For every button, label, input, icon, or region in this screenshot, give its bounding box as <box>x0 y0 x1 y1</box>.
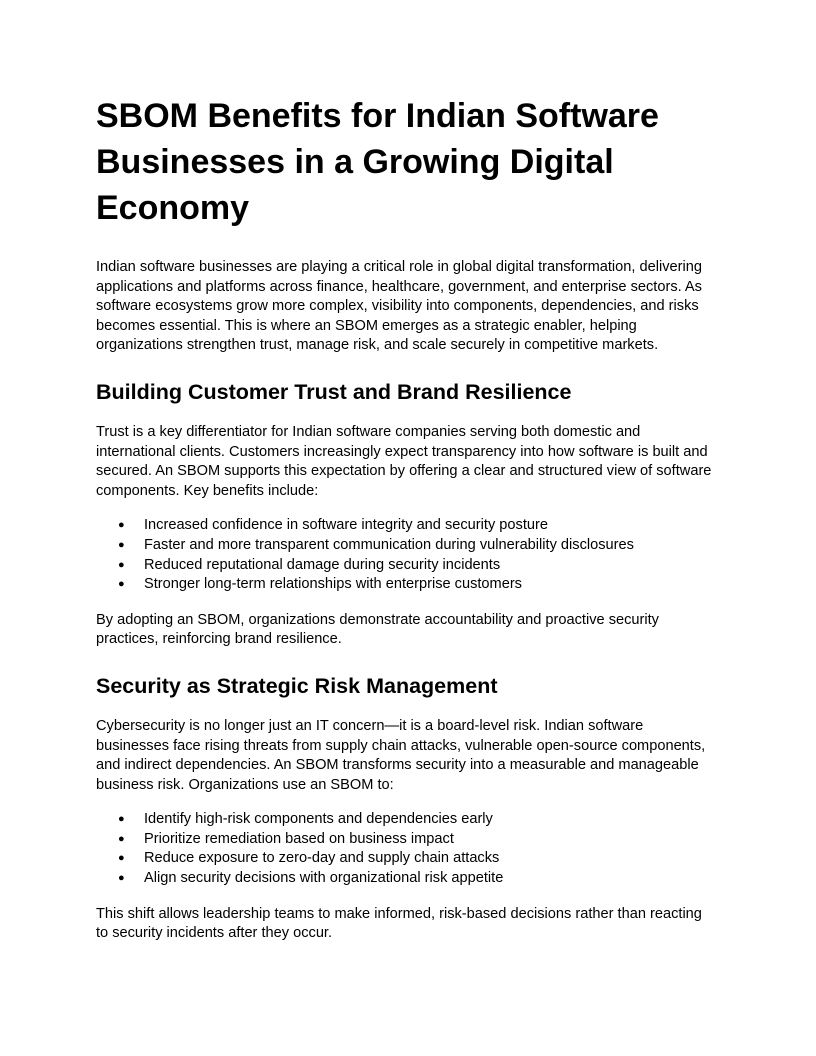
document-page <box>96 93 726 944</box>
text-line: This shift allows leadership teams to make informed, risk-based decisions rather than reacting <box>96 905 702 922</box>
bullet-icon: ● <box>118 538 125 551</box>
section-heading: Security as Strategic Risk Management <box>96 673 498 698</box>
title-line: Businesses in a Growing Digital <box>96 143 614 181</box>
list-item <box>96 516 726 536</box>
text-line: Cybersecurity is no longer just an IT concern—it is a board-level risk. Indian software <box>96 717 644 734</box>
section-closing-paragraph <box>96 611 726 650</box>
bullet-icon: ● <box>118 872 125 885</box>
bullet-icon: ● <box>118 558 125 571</box>
text-line: secured. An SBOM supports this expectation by offering a clear and structured view of software <box>96 463 712 480</box>
list-item-text: Increased confidence in software integrity and security posture <box>144 517 548 534</box>
list-item-text: Faster and more transparent communication during vulnerability disclosures <box>144 536 634 553</box>
bullet-list <box>96 810 726 888</box>
list-item <box>96 849 726 869</box>
text-line: becomes essential. This is where an SBOM emerges as a strategic enabler, helping <box>96 317 637 334</box>
text-line: businesses face rising threats from supply chain attacks, vulnerable open-source components, <box>96 737 706 754</box>
bullet-icon: ● <box>118 852 125 865</box>
list-item <box>96 556 726 576</box>
text-line: to security incidents after they occur. <box>96 925 333 942</box>
bullet-icon: ● <box>118 813 125 826</box>
text-line: organizations strengthen trust, manage risk, and scale securely in competitive markets. <box>96 337 659 354</box>
list-item <box>96 536 726 556</box>
text-line: Trust is a key differentiator for Indian software companies serving both domestic and <box>96 423 641 440</box>
section-paragraph <box>96 717 726 795</box>
bullet-icon: ● <box>118 832 125 845</box>
list-item <box>96 810 726 830</box>
text-line: and indirect dependencies. An SBOM transforms security into a measurable and manageable <box>96 757 699 774</box>
text-line: practices, reinforcing brand resilience. <box>96 631 342 648</box>
section-closing-paragraph <box>96 905 726 944</box>
list-item-text: Prioritize remediation based on business impact <box>144 830 454 847</box>
list-item-text: Identify high-risk components and dependencies early <box>144 811 493 828</box>
document-title <box>96 93 726 231</box>
text-line: Indian software businesses are playing a critical role in global digital transformation, delivering <box>96 259 702 275</box>
bullet-list <box>96 516 726 594</box>
text-line: software ecosystems grow more complex, visibility into components, dependencies, and risks <box>96 298 699 315</box>
bullet-icon: ● <box>118 578 125 591</box>
list-item-text: Stronger long-term relationships with enterprise customers <box>144 576 522 593</box>
section-heading: Building Customer Trust and Brand Resilience <box>96 379 572 404</box>
list-item <box>96 869 726 889</box>
list-item-text: Reduce exposure to zero-day and supply chain attacks <box>144 850 500 867</box>
section-paragraph <box>96 423 726 501</box>
list-item-text: Align security decisions with organizational risk appetite <box>144 870 504 887</box>
text-line: By adopting an SBOM, organizations demonstrate accountability and proactive security <box>96 611 659 628</box>
text-line: international clients. Customers increasingly expect transparency into how software is built and <box>96 443 708 460</box>
bullet-icon: ● <box>118 519 125 532</box>
text-line: applications and platforms across finance, healthcare, government, and enterprise sectors. As <box>96 278 702 295</box>
intro-paragraph <box>96 258 726 356</box>
text-line: business risk. Organizations use an SBOM to: <box>96 776 394 793</box>
title-line: SBOM Benefits for Indian Software <box>96 97 659 135</box>
list-item <box>96 575 726 595</box>
text-line: components. Key benefits include: <box>96 482 319 499</box>
list-item-text: Reduced reputational damage during security incidents <box>144 556 501 573</box>
list-item <box>96 830 726 850</box>
title-line: Economy <box>96 189 250 227</box>
